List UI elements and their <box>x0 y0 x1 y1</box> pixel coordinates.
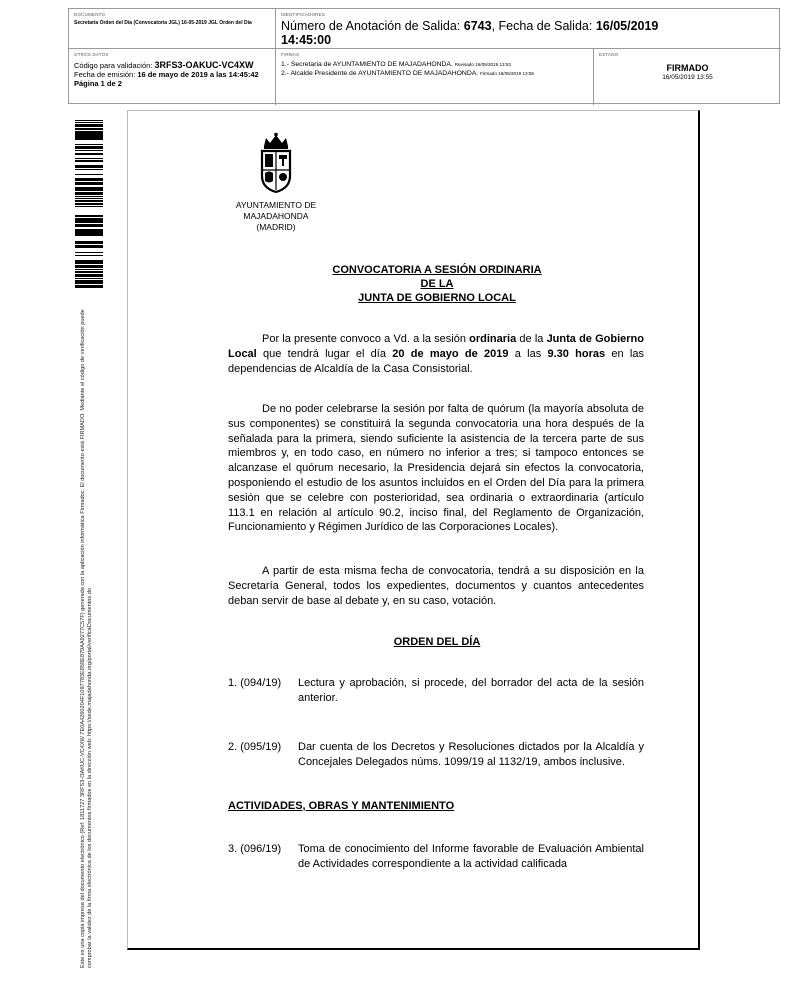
barcode-bar <box>75 216 103 217</box>
paragraph-expedientes: A partir de esta misma fecha de convocatoria, tendrá a su disposición en la Secretaría General, todos los expedientes, documentos y cuantos antecedentes deban servir de base al debate y, en su caso, votación. <box>228 565 644 607</box>
fecha-salida-time: 14:45:00 <box>281 33 332 47</box>
letterhead-line-2: MAJADAHONDA <box>243 211 309 221</box>
p1-text-a: Por la presente convoco a Vd. a la sesión <box>262 333 470 345</box>
barcode-bar <box>75 218 103 219</box>
emision-label: Fecha de emisión: <box>74 70 138 79</box>
agenda-item <box>228 740 644 770</box>
firma-2-text: 2.- Alcalde Presidente de AYUNTAMIENTO DE MAJADAHONDA. <box>281 70 479 77</box>
barcode-bar <box>75 285 103 287</box>
paragraph-convocatoria <box>228 332 644 376</box>
barcode-bar <box>75 125 103 127</box>
barcode-bar <box>75 146 103 149</box>
barcode-bar <box>75 134 103 135</box>
documento-caption: DOCUMENTO <box>74 12 106 17</box>
barcode-bar <box>75 263 103 264</box>
barcode-bar <box>75 138 103 139</box>
firma-2-detail: Firmado 16/05/2019 13:55 <box>480 71 534 76</box>
section-actividades-heading: ACTIVIDADES, OBRAS Y MANTENIMIENTO <box>228 800 455 812</box>
p1-bold-hora: 9.30 horas <box>547 347 606 360</box>
barcode-bar <box>75 178 103 181</box>
barcode-bar <box>75 174 103 175</box>
barcode-bar <box>75 252 103 253</box>
barcode-bar <box>75 269 103 270</box>
barcode-bar <box>75 287 103 288</box>
agenda-item-number: 1. (094/19) <box>228 677 282 689</box>
agenda-item-text: Dar cuenta de los Decretos y Resoluciones dictados por la Alcaldía y Concejales Delegados núms. 1099/19 al 1132/19, ambos inclusive. <box>298 741 644 768</box>
p1-text-e: que tendrá lugar el día <box>256 347 393 360</box>
barcode-bar <box>75 276 103 277</box>
pagina-indicator: Página 1 de 2 <box>74 79 122 88</box>
p1-bold-junta: Junta de Gobierno Local <box>228 333 644 360</box>
letterhead-line-3: (MADRID) <box>256 222 296 232</box>
barcode-bar <box>75 198 103 199</box>
barcode-bar <box>75 196 103 197</box>
agenda-item <box>228 842 644 872</box>
estado-caption: ESTADO <box>599 52 619 57</box>
agenda-item-text: Lectura y aprobación, si procede, del borrador del acta de la sesión anterior. <box>298 677 644 704</box>
agenda-item <box>228 676 644 706</box>
barcode-bar <box>75 153 103 155</box>
agenda-item-text: Toma de conocimiento del Informe favorable de Evaluación Ambiental de Actividades correspondiente a la actividad calificada <box>298 843 644 870</box>
barcode-bar <box>75 165 103 168</box>
title-line-1: CONVOCATORIA A SESIÓN ORDINARIA <box>332 264 542 276</box>
title-line-3: JUNTA DE GOBIERNO LOCAL <box>358 292 516 304</box>
barcode-bar <box>75 193 103 195</box>
estado-value: FIRMADO <box>666 63 709 73</box>
barcode-bar <box>75 233 103 236</box>
letterhead-line-1: AYUNTAMIENTO DE <box>235 200 317 210</box>
letterhead <box>222 200 330 233</box>
anotacion-label: Número de Anotación de Salida: <box>281 19 464 33</box>
barcode-bar <box>75 122 103 123</box>
barcode-bar <box>75 224 103 227</box>
barcode-bar <box>75 190 103 191</box>
document-header <box>68 8 780 104</box>
fecha-salida-date: 16/05/2019 <box>595 19 659 33</box>
agenda-item-number: 2. (095/19) <box>228 741 282 753</box>
barcode-bar <box>75 206 103 207</box>
barcode-bar <box>75 265 103 268</box>
identificadores-caption: IDENTIFICADORES <box>281 12 326 17</box>
barcode-bar <box>75 139 103 140</box>
barcode-bar <box>75 150 103 151</box>
agenda-item-number: 3. (096/19) <box>228 843 282 855</box>
p1-bold-fecha: 20 de mayo de 2019 <box>392 347 509 360</box>
barcode-bar <box>75 229 103 230</box>
barcode-bar <box>75 241 103 244</box>
title-line-2: DE LA <box>420 278 454 290</box>
barcode-bar <box>75 137 103 138</box>
barcode-bar <box>75 230 103 233</box>
fecha-emision <box>74 70 270 79</box>
codigo-label: Código para validación: <box>74 61 155 70</box>
barcode-bar <box>75 182 103 185</box>
firmas-cell <box>276 49 594 105</box>
anotacion-salida <box>281 19 776 47</box>
barcode-bar <box>75 135 103 137</box>
firma-1-text: 1.- Secretaria de AYUNTAMIENTO DE MAJADAHONDA. <box>281 61 453 68</box>
barcode-bar <box>75 131 103 132</box>
firma-2 <box>281 69 588 78</box>
barcode-bar <box>75 200 103 202</box>
verification-side-text: Este es una copia impresa del documento electrónico (Ref: 1811727 3RFS3-OAKUC-VC4XW 7E0A4260204F1097783E858E879AA9277C57F) generada con la aplicación informática Firmadoc. El documento está FIRMADO. Mediante el código de verificación puede comprobar la validez de la firma electrónica de los documentos firmados en la dirección web: https://sede.majadahonda.org/portal/verificaDocumentos.do <box>80 309 94 968</box>
barcode-bar <box>75 271 103 273</box>
barcode-bar <box>75 274 103 276</box>
barcode-bar <box>75 260 103 263</box>
barcode-bar <box>75 187 103 190</box>
estado-date: 16/05/2019 13:55 <box>662 74 713 81</box>
barcode-bar <box>75 144 103 145</box>
emision-value: 16 de mayo de 2019 a las 14:45:42 <box>137 70 259 79</box>
otros-datos-caption: OTROS DATOS <box>74 52 109 57</box>
barcode-bar <box>75 160 103 162</box>
paragraph-quorum: De no poder celebrarse la sesión por falta de quórum (la mayoría absoluta de sus componentes) se constituirá la segunda convocatoria una hora después de la señalada para la primera, siendo suficiente la asistencia de la tercera parte de sus miembros y, en todo caso, en número no inferior a tres; si tampoco entonces se alcanzase el quórum necesario, la Presidencia dejará sin efectos la convocatoria, posponiendo el estudio de los asuntos incluidos en el Orden del Día para la primera sesión que se celebre con posterioridad, sea ordinaria o extraordinaria (artículo 113.1 en relación al artículo 90.2, inciso final, del Reglamento de Organización, Funcionamiento y Régimen Jurídico de las Corporaciones Locales). <box>228 403 644 534</box>
barcode-bar <box>75 215 103 216</box>
fecha-salida-label: , Fecha de Salida: <box>491 19 596 33</box>
coat-of-arms-icon <box>258 132 294 194</box>
p1-bold-ordinaria: ordinaria <box>469 333 517 345</box>
documento-text: Secretaría Orden del Día (Convocatoria JGL) 16-05-2019 JGL Orden del Día <box>74 20 252 26</box>
barcode-bar <box>75 158 103 159</box>
barcode-bar <box>75 280 103 283</box>
otros-datos-cell <box>69 49 276 105</box>
identificadores-cell <box>276 9 781 49</box>
estado-cell <box>594 49 781 105</box>
barcode <box>75 120 103 288</box>
barcode-bar <box>75 255 103 256</box>
barcode-bar <box>75 245 103 248</box>
p1-text-c: de la <box>516 333 547 345</box>
barcode-bar <box>75 120 103 121</box>
orden-del-dia-heading: ORDEN DEL DÍA <box>393 636 481 648</box>
anotacion-number: 6743 <box>463 19 492 33</box>
firma-1 <box>281 60 588 69</box>
barcode-bar <box>75 124 103 125</box>
barcode-bar <box>75 132 103 134</box>
codigo-value: 3RFS3-OAKUC-VC4XW <box>154 60 254 70</box>
codigo-validacion <box>74 61 270 70</box>
barcode-bar <box>75 128 103 130</box>
p1-text-g: a las <box>508 347 548 360</box>
barcode-bar <box>75 219 103 220</box>
p1-text-i: en las dependencias de Alcaldía de la Casa Consistorial. <box>228 347 644 375</box>
barcode-bar <box>75 169 103 170</box>
barcode-bar <box>75 203 103 205</box>
firma-1-detail: Revisado 16/05/2019 13:53 <box>454 62 511 67</box>
barcode-bar <box>75 278 103 279</box>
documento-cell <box>69 9 276 49</box>
barcode-bar <box>75 283 103 284</box>
barcode-bar <box>75 192 103 193</box>
firmas-caption: FIRMAS <box>281 52 300 57</box>
barcode-bar <box>75 220 103 223</box>
